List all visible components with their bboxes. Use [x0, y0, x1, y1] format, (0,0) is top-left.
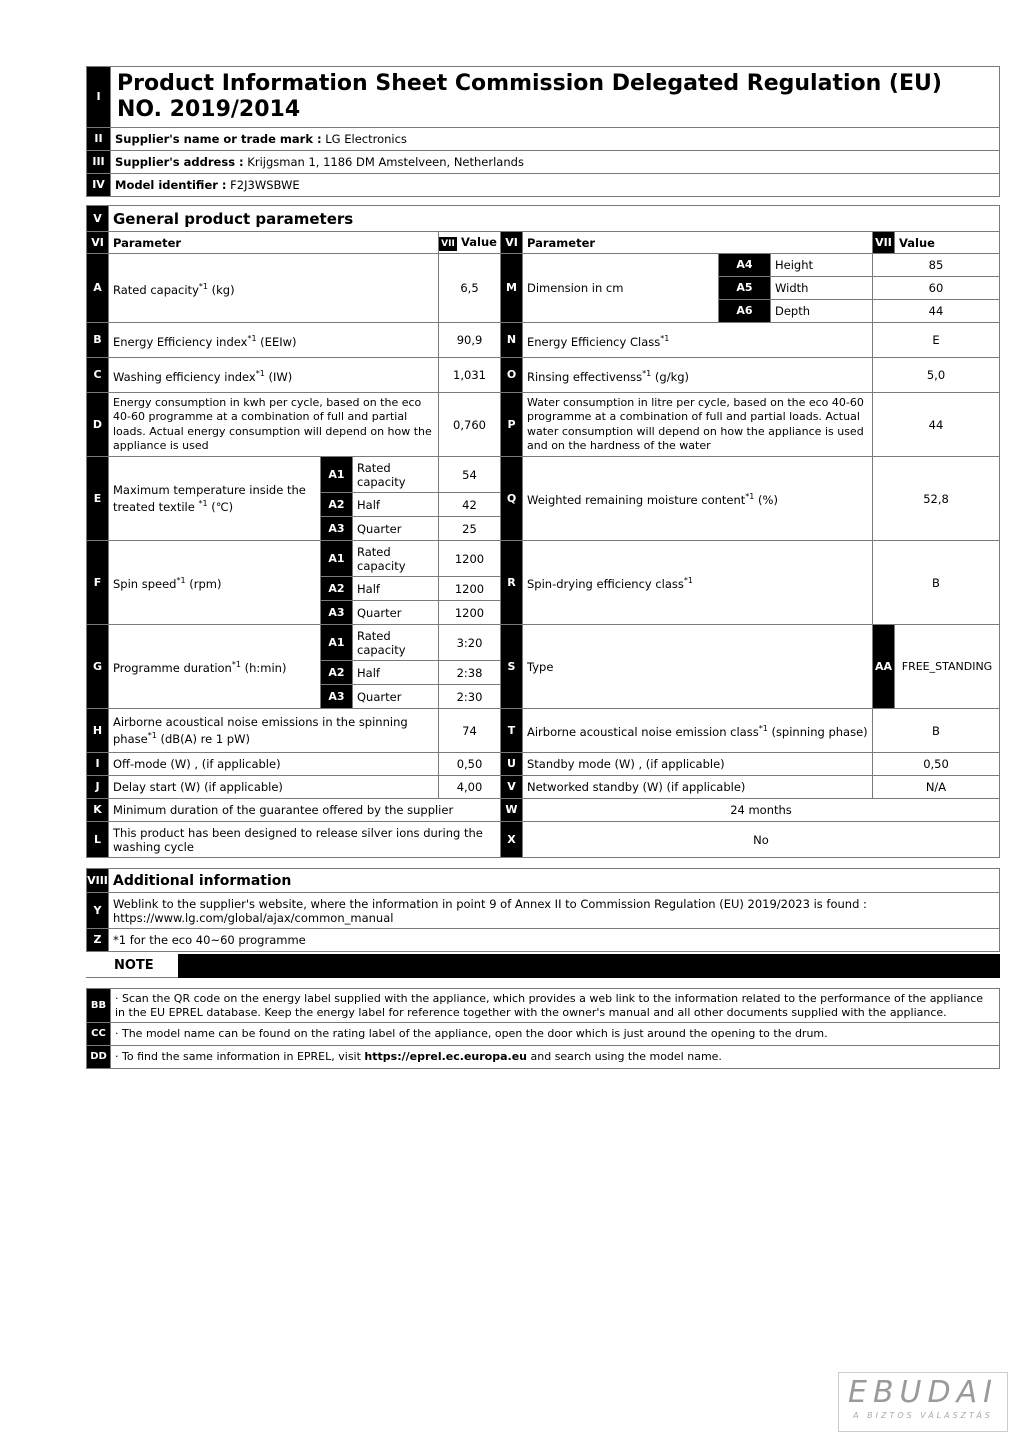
key-S: S: [501, 625, 523, 709]
general-parameters-table: [86, 205, 1000, 858]
weblink-url[interactable]: https://www.lg.com/global/ajax/common_manual: [113, 910, 394, 925]
value-header-left: [439, 232, 501, 254]
footnote-mark: *1: [683, 576, 694, 586]
spin-quarter-value: 1200: [439, 601, 501, 625]
ebudai-logo: [838, 1372, 1008, 1432]
water-consumption-label: Water consumption in litre per cycle, based on the eco 40-60 programme at a combination of full and partial loads. Actual water consumption will depend on how the appliance is used and on the hardness of the water: [523, 393, 873, 457]
footnote-mark: *1: [758, 724, 768, 734]
energy-class-text: Energy Efficiency Class: [527, 334, 661, 349]
key-G: G: [87, 625, 109, 709]
depth-value: 44: [873, 300, 1000, 323]
key-A: A: [87, 254, 109, 323]
note-cc-text: · The model name can be found on the rating label of the appliance, open the door which is just around the opening to the drum.: [111, 1023, 1000, 1046]
key-G-A2: A2: [321, 661, 353, 685]
dimension-label: Dimension in cm: [523, 254, 719, 323]
key-J: J: [87, 776, 109, 799]
footnote-mark: *1: [255, 368, 265, 378]
supplier-row: [111, 128, 1000, 151]
model-value: F2J3WSBWE: [226, 178, 300, 192]
key-F-A3: A3: [321, 601, 353, 625]
delay-start-value: 4,00: [439, 776, 501, 799]
footnote-mark: *1: [642, 368, 652, 378]
key-T: T: [501, 709, 523, 753]
footnote-mark: *1: [147, 731, 157, 741]
temp-rated-label: Rated capacity: [353, 457, 439, 493]
key-VI-left: VI: [87, 232, 109, 254]
off-mode-label: Off-mode (W) , (if applicable): [109, 753, 439, 776]
spin-half-label: Half: [353, 577, 439, 601]
header-table: [86, 66, 1000, 197]
max-temp-unit: (℃): [207, 499, 234, 514]
delay-start-label: Delay start (W) (if applicable): [109, 776, 439, 799]
key-B: B: [87, 323, 109, 358]
guarantee-value: 24 months: [523, 799, 1000, 822]
weblink-cell: [109, 893, 1000, 929]
key-U: U: [501, 753, 523, 776]
spin-speed-label: [109, 541, 321, 625]
eei-unit: (EEIw): [256, 334, 297, 349]
guarantee-label: Minimum duration of the guarantee offered by the supplier: [109, 799, 501, 822]
temp-half-label: Half: [353, 493, 439, 517]
moisture-text: Weighted remaining moisture content: [527, 492, 746, 507]
eei-label: [109, 323, 439, 358]
note-dd-pre: · To find the same information in EPREL, visit: [115, 1050, 365, 1063]
networked-standby-label: Networked standby (W) (if applicable): [523, 776, 873, 799]
noise-class-unit: (spinning phase): [767, 724, 868, 739]
note-dd-cell: [111, 1046, 1000, 1069]
moisture-label: [523, 457, 873, 541]
temp-rated-value: 54: [439, 457, 501, 493]
off-mode-value: 0,50: [439, 753, 501, 776]
max-temp-text: Maximum temperature inside the treated textile: [113, 483, 306, 514]
key-O: O: [501, 358, 523, 393]
duration-text: Programme duration: [113, 660, 232, 675]
key-Q: Q: [501, 457, 523, 541]
moisture-unit: (%): [754, 492, 778, 507]
washing-index-label: [109, 358, 439, 393]
rinsing-unit: (g/kg): [651, 369, 690, 384]
model-label: Model identifier :: [115, 178, 227, 192]
duration-rated-label: Rated capacity: [353, 625, 439, 661]
noise-value: 74: [439, 709, 501, 753]
standby-label: Standby mode (W) , (if applicable): [523, 753, 873, 776]
energy-class-value: E: [873, 323, 1000, 358]
spin-rated-value: 1200: [439, 541, 501, 577]
spin-rated-label: Rated capacity: [353, 541, 439, 577]
key-M: M: [501, 254, 523, 323]
key-VIII: VIII: [87, 869, 109, 893]
value-header-left-label: Value: [461, 234, 497, 249]
rated-capacity-unit: (kg): [207, 282, 235, 297]
key-F: F: [87, 541, 109, 625]
energy-consumption-value: 0,760: [439, 393, 501, 457]
eei-value: 90,9: [439, 323, 501, 358]
note-dd-post: and search using the model name.: [527, 1050, 722, 1063]
key-VII-right: VII: [873, 232, 895, 254]
rated-capacity-text: Rated capacity: [113, 282, 199, 297]
key-E: E: [87, 457, 109, 541]
rinsing-value: 5,0: [873, 358, 1000, 393]
key-G-A1: A1: [321, 625, 353, 661]
rinsing-text: Rinsing effectivenss: [527, 369, 643, 384]
washing-index-text: Washing efficiency index: [113, 369, 256, 384]
duration-half-value: 2:38: [439, 661, 501, 685]
washing-index-value: 1,031: [439, 358, 501, 393]
spin-speed-unit: (rpm): [185, 576, 222, 591]
footnote-text: *1 for the eco 40~60 programme: [109, 929, 1000, 952]
rated-capacity-value: 6,5: [439, 254, 501, 323]
key-F-A2: A2: [321, 577, 353, 601]
key-G-A3: A3: [321, 685, 353, 709]
spin-class-value: B: [873, 541, 1000, 625]
eprel-link[interactable]: https://eprel.ec.europa.eu: [364, 1050, 527, 1063]
duration-half-label: Half: [353, 661, 439, 685]
key-VI-right: VI: [501, 232, 523, 254]
width-value: 60: [873, 277, 1000, 300]
noise-text: Airborne acoustical noise emissions in the spinning phase: [113, 715, 408, 746]
energy-consumption-label: Energy consumption in kwh per cycle, based on the eco 40-60 programme at a combination of full and partial loads. Actual energy consumption will depend on how the appliance is used: [109, 393, 439, 457]
spin-quarter-label: Quarter: [353, 601, 439, 625]
silver-ions-label: This product has been designed to release silver ions during the washing cycle: [109, 822, 501, 858]
note-label: NOTE: [86, 954, 178, 978]
key-I: I: [87, 67, 111, 128]
key-II: II: [87, 128, 111, 151]
key-Y: Y: [87, 893, 109, 929]
key-V: V: [87, 206, 109, 232]
rinsing-label: [523, 358, 873, 393]
key-IV: IV: [87, 174, 111, 197]
address-value: Krijgsman 1, 1186 DM Amstelveen, Netherlands: [243, 155, 524, 169]
logo-brand: EBUDAI: [848, 1375, 998, 1410]
duration-label: [109, 625, 321, 709]
key-F-A1: A1: [321, 541, 353, 577]
key-CC: CC: [87, 1023, 111, 1046]
duration-unit: (h:min): [240, 660, 287, 675]
note-bb-text: · Scan the QR code on the energy label supplied with the appliance, which provides a web link to the information related to the performance of the appliance in the EU EPREL database. Keep the energy label for reference together with the owner's manual and all other documents supplied with the appliance.: [111, 989, 1000, 1023]
key-R: R: [501, 541, 523, 625]
rated-capacity-label: [109, 254, 439, 323]
type-label: Type: [523, 625, 873, 709]
page-title: Product Information Sheet Commission Delegated Regulation (EU) NO. 2019/2014: [111, 67, 1000, 128]
standby-value: 0,50: [873, 753, 1000, 776]
spin-class-label: [523, 541, 873, 625]
height-value: 85: [873, 254, 1000, 277]
width-label: Width: [771, 277, 873, 300]
energy-class-label: [523, 323, 873, 358]
noise-label: [109, 709, 439, 753]
key-A6: A6: [719, 300, 771, 323]
height-label: Height: [771, 254, 873, 277]
key-Z: Z: [87, 929, 109, 952]
temp-quarter-label: Quarter: [353, 517, 439, 541]
address-row: [111, 151, 1000, 174]
key-BB: BB: [87, 989, 111, 1023]
duration-quarter-value: 2:30: [439, 685, 501, 709]
model-row: [111, 174, 1000, 197]
eei-text: Energy Efficiency index: [113, 334, 248, 349]
key-DD: DD: [87, 1046, 111, 1069]
water-consumption-value: 44: [873, 393, 1000, 457]
duration-rated-value: 3:20: [439, 625, 501, 661]
additional-info-table: [86, 868, 1000, 952]
networked-standby-value: N/A: [873, 776, 1000, 799]
temp-quarter-value: 25: [439, 517, 501, 541]
additional-title: Additional information: [109, 869, 1000, 893]
footnote-mark: *1: [176, 576, 186, 586]
spin-half-value: 1200: [439, 577, 501, 601]
key-A4: A4: [719, 254, 771, 277]
address-label: Supplier's address :: [115, 155, 244, 169]
type-value: FREE_STANDING: [895, 625, 1000, 709]
key-VII-left: VII: [439, 237, 457, 251]
noise-class-text: Airborne acoustical noise emission class: [527, 724, 759, 739]
product-information-sheet: [86, 66, 1000, 1069]
supplier-label: Supplier's name or trade mark :: [115, 132, 322, 146]
key-AA: AA: [873, 625, 895, 709]
supplier-value: LG Electronics: [321, 132, 407, 146]
washing-index-unit: (IW): [264, 369, 293, 384]
spin-speed-text: Spin speed: [113, 576, 177, 591]
depth-label: Depth: [771, 300, 873, 323]
key-L: L: [87, 822, 109, 858]
general-title: General product parameters: [109, 206, 1000, 232]
key-H: H: [87, 709, 109, 753]
key-E-A2: A2: [321, 493, 353, 517]
moisture-value: 52,8: [873, 457, 1000, 541]
temp-half-value: 42: [439, 493, 501, 517]
key-C: C: [87, 358, 109, 393]
key-A5: A5: [719, 277, 771, 300]
noise-unit: (dB(A) re 1 pW): [156, 731, 250, 746]
spin-class-text: Spin-drying efficiency class: [527, 576, 684, 591]
noise-class-label: [523, 709, 873, 753]
param-header-right: Parameter: [523, 232, 873, 254]
key-V-row: V: [501, 776, 523, 799]
footnote-mark: *1: [198, 499, 208, 509]
key-E-A1: A1: [321, 457, 353, 493]
duration-quarter-label: Quarter: [353, 685, 439, 709]
key-E-A3: A3: [321, 517, 353, 541]
max-temp-label: [109, 457, 321, 541]
silver-ions-value: No: [523, 822, 1000, 858]
footnote-mark: *1: [745, 492, 755, 502]
key-D: D: [87, 393, 109, 457]
key-X: X: [501, 822, 523, 858]
value-header-right: Value: [895, 232, 1000, 254]
weblink-text: Weblink to the supplier's website, where the information in point 9 of Annex II to Commission Regulation (EU) 2019/2023 is found :: [113, 896, 867, 911]
key-W: W: [501, 799, 523, 822]
key-K: K: [87, 799, 109, 822]
key-P: P: [501, 393, 523, 457]
logo-tagline: A BIZTOS VÁLASZTÁS: [853, 1411, 993, 1420]
note-header: [86, 954, 1000, 978]
key-N: N: [501, 323, 523, 358]
param-header-left: Parameter: [109, 232, 439, 254]
noise-class-value: B: [873, 709, 1000, 753]
key-I-row: I: [87, 753, 109, 776]
note-bar: [178, 954, 1000, 978]
footnote-mark: *1: [660, 333, 670, 343]
footnote-mark: *1: [231, 660, 241, 670]
footnote-mark: *1: [247, 333, 257, 343]
key-III: III: [87, 151, 111, 174]
note-table: [86, 988, 1000, 1069]
footnote-mark: *1: [198, 281, 208, 291]
